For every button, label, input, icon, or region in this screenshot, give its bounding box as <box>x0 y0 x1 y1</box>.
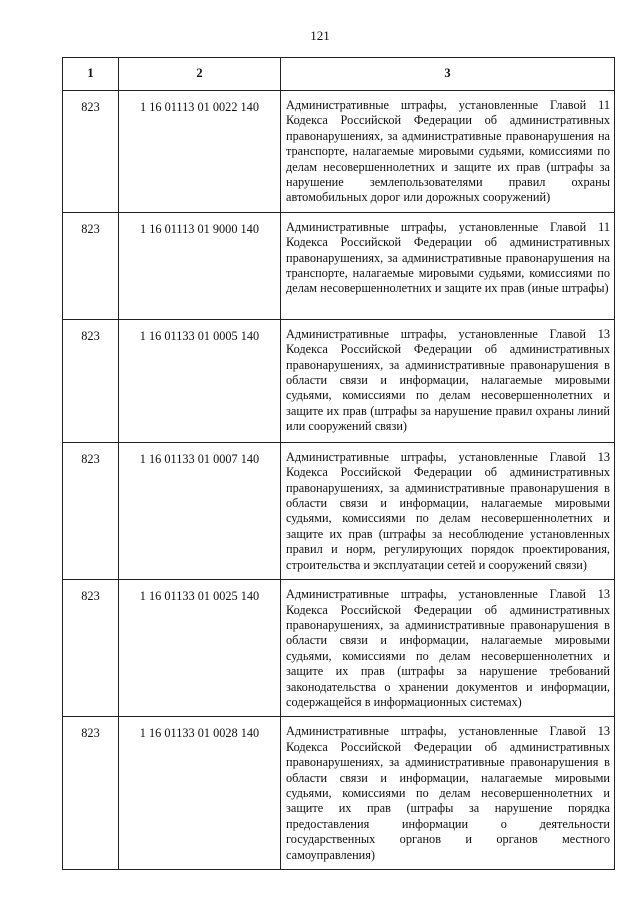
description-cell: Административные штрафы, установленные Главой 11 Кодекса Российской Федерации об административных правонарушениях, за административные правонарушения на транспорте, налагаемые мировыми судьями, комиссиями по делам несовершеннолетних и защите их прав (штрафы за нарушение землепользователями правил охраны автомобильных дорог или дорожных сооружений) <box>281 91 615 213</box>
admin-code-cell: 823 <box>63 717 119 870</box>
table-row <box>63 442 615 579</box>
admin-code-cell: 823 <box>63 91 119 213</box>
description-cell: Административные штрафы, установленные Главой 11 Кодекса Российской Федерации об административных правонарушениях, за административные правонарушения на транспорте, налагаемые мировыми судьями, комиссиями по делам несовершеннолетних и защите их прав (иные штрафы) <box>281 212 615 319</box>
kbk-code-cell: 1 16 01133 01 0028 140 <box>119 717 281 870</box>
description-cell: Административные штрафы, установленные Главой 13 Кодекса Российской Федерации об административных правонарушениях, за административные правонарушения в области связи и информации, налагаемые мировыми судьями, комиссиями по делам несовершеннолетних и защите их прав (штрафы за нарушение правил охраны линий или сооружений связи) <box>281 319 615 442</box>
column-header-2: 2 <box>119 58 281 91</box>
admin-code-cell: 823 <box>63 319 119 442</box>
table-header-row <box>63 58 615 91</box>
kbk-code-cell: 1 16 01133 01 0025 140 <box>119 580 281 717</box>
table-row <box>63 580 615 717</box>
table-row <box>63 319 615 442</box>
kbk-code-cell: 1 16 01133 01 0007 140 <box>119 442 281 579</box>
kbk-code-cell: 1 16 01133 01 0005 140 <box>119 319 281 442</box>
admin-code-cell: 823 <box>63 580 119 717</box>
column-header-1: 1 <box>63 58 119 91</box>
page-number: 121 <box>310 28 330 43</box>
column-header-3: 3 <box>281 58 615 91</box>
description-cell: Административные штрафы, установленные Главой 13 Кодекса Российской Федерации об административных правонарушениях, за административные правонарушения в области связи и информации, налагаемые мировыми судьями, комиссиями по делам несовершеннолетних и защите их прав (штрафы за несоблюдение установленных правил и норм, регулирующих порядок проектирования, строительства и эксплуатации сетей и сооружений связи) <box>281 442 615 579</box>
description-cell: Административные штрафы, установленные Главой 13 Кодекса Российской Федерации об административных правонарушениях, за административные правонарушения в области связи и информации, налагаемые мировыми судьями, комиссиями по делам несовершеннолетних и защите их прав (штрафы за нарушение порядка предоставления информации о деятельности государственных органов и органов местного самоуправления) <box>281 717 615 870</box>
kbk-code-cell: 1 16 01113 01 9000 140 <box>119 212 281 319</box>
table-row <box>63 91 615 213</box>
admin-code-cell: 823 <box>63 442 119 579</box>
budget-codes-table <box>62 57 615 870</box>
table-row <box>63 717 615 870</box>
description-cell: Административные штрафы, установленные Главой 13 Кодекса Российской Федерации об административных правонарушениях, за административные правонарушения в области связи и информации, налагаемые мировыми судьями, комиссиями по делам несовершеннолетних и защите их прав (штрафы за нарушение требований законодательства о хранении документов и информации, содержащейся в информационных системах) <box>281 580 615 717</box>
table-row <box>63 212 615 319</box>
kbk-code-cell: 1 16 01113 01 0022 140 <box>119 91 281 213</box>
admin-code-cell: 823 <box>63 212 119 319</box>
